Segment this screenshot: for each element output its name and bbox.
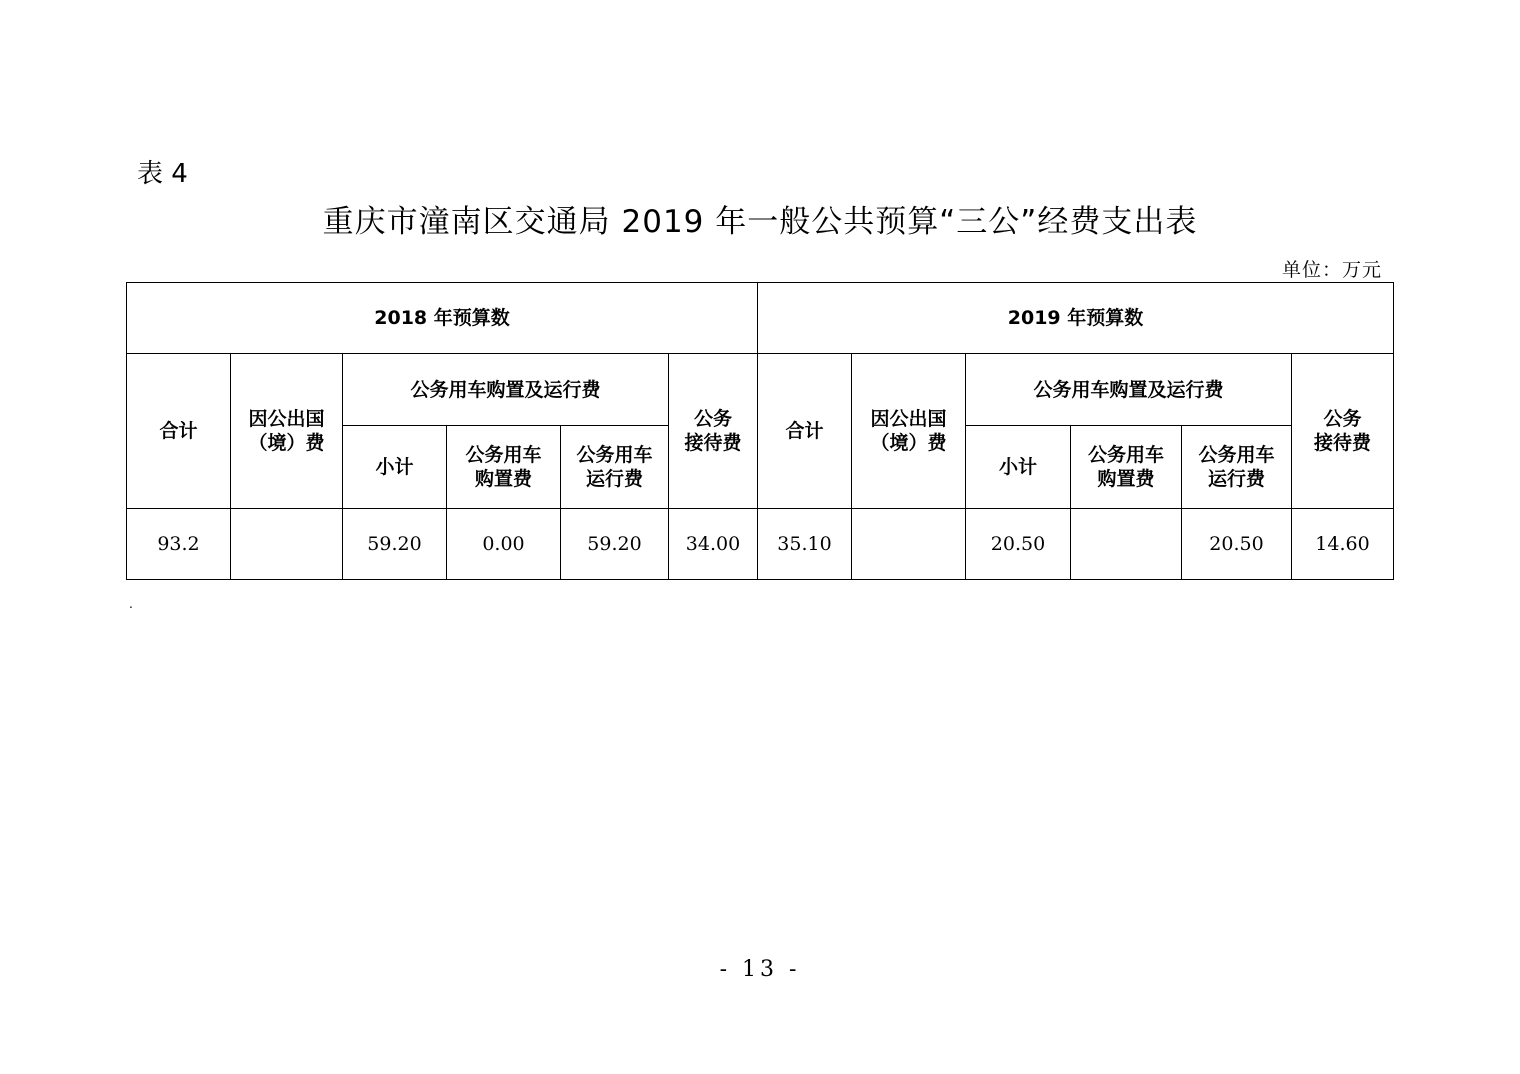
vehicle-operation-line2: 运行费 bbox=[1207, 468, 1265, 490]
vehicle-group-header-2019: 公务用车购置及运行费 bbox=[966, 354, 1292, 426]
header-row bbox=[127, 354, 1394, 426]
reception-header-line1: 公务 bbox=[693, 408, 732, 430]
total-header-2018: 合计 bbox=[127, 354, 231, 509]
subtotal-header-2018: 小计 bbox=[343, 426, 447, 509]
vehicle-purchase-line1: 公务用车 bbox=[465, 444, 542, 466]
cell-2018-vehicle-subtotal: 59.20 bbox=[343, 509, 447, 580]
stray-mark: . bbox=[129, 597, 133, 611]
vehicle-operation-line1: 公务用车 bbox=[576, 444, 653, 466]
subtotal-header-2019: 小计 bbox=[966, 426, 1071, 509]
cell-2018-vehicle-operation: 59.20 bbox=[561, 509, 669, 580]
reception-header-2019 bbox=[1292, 354, 1394, 509]
total-header-2019: 合计 bbox=[758, 354, 852, 509]
cell-2019-reception: 14.60 bbox=[1292, 509, 1394, 580]
overseas-header-line2: （境）费 bbox=[248, 432, 325, 454]
reception-header-line2: 接待费 bbox=[1313, 432, 1371, 454]
document-title: 重庆市潼南区交通局 2019 年一般公共预算“三公”经费支出表 bbox=[322, 204, 1198, 240]
vehicle-operation-header-2019 bbox=[1182, 426, 1292, 509]
vehicle-purchase-line2: 购置费 bbox=[474, 468, 532, 490]
page-number: - 13 - bbox=[719, 957, 801, 982]
vehicle-operation-line2: 运行费 bbox=[585, 468, 643, 490]
group-2018-header: 2018 年预算数 bbox=[127, 283, 758, 354]
cell-2019-vehicle-operation: 20.50 bbox=[1182, 509, 1292, 580]
unit-note: 单位：万元 bbox=[1281, 259, 1382, 281]
vehicle-group-header-2018: 公务用车购置及运行费 bbox=[343, 354, 669, 426]
reception-header-line1: 公务 bbox=[1323, 408, 1362, 430]
year-group-row bbox=[127, 283, 1394, 354]
table-label: 表 4 bbox=[137, 159, 188, 189]
vehicle-operation-line1: 公务用车 bbox=[1198, 444, 1275, 466]
cell-2018-total: 93.2 bbox=[127, 509, 231, 580]
reception-header-2018 bbox=[669, 354, 758, 509]
reception-header-line2: 接待费 bbox=[684, 432, 742, 454]
overseas-header-line1: 因公出国 bbox=[248, 408, 325, 430]
budget-table bbox=[126, 282, 1394, 580]
cell-2018-overseas bbox=[231, 509, 343, 580]
overseas-header-2018 bbox=[231, 354, 343, 509]
cell-2019-overseas bbox=[852, 509, 966, 580]
vehicle-operation-header-2018 bbox=[561, 426, 669, 509]
vehicle-purchase-line1: 公务用车 bbox=[1087, 444, 1164, 466]
overseas-header-2019 bbox=[852, 354, 966, 509]
vehicle-purchase-line2: 购置费 bbox=[1097, 468, 1155, 490]
cell-2019-total: 35.10 bbox=[758, 509, 852, 580]
table-row bbox=[127, 509, 1394, 580]
overseas-header-line2: （境）费 bbox=[870, 432, 947, 454]
group-2019-header: 2019 年预算数 bbox=[758, 283, 1394, 354]
cell-2019-vehicle-purchase bbox=[1071, 509, 1182, 580]
vehicle-purchase-header-2018 bbox=[447, 426, 561, 509]
overseas-header-line1: 因公出国 bbox=[870, 408, 947, 430]
cell-2018-vehicle-purchase: 0.00 bbox=[447, 509, 561, 580]
cell-2019-vehicle-subtotal: 20.50 bbox=[966, 509, 1071, 580]
cell-2018-reception: 34.00 bbox=[669, 509, 758, 580]
vehicle-purchase-header-2019 bbox=[1071, 426, 1182, 509]
